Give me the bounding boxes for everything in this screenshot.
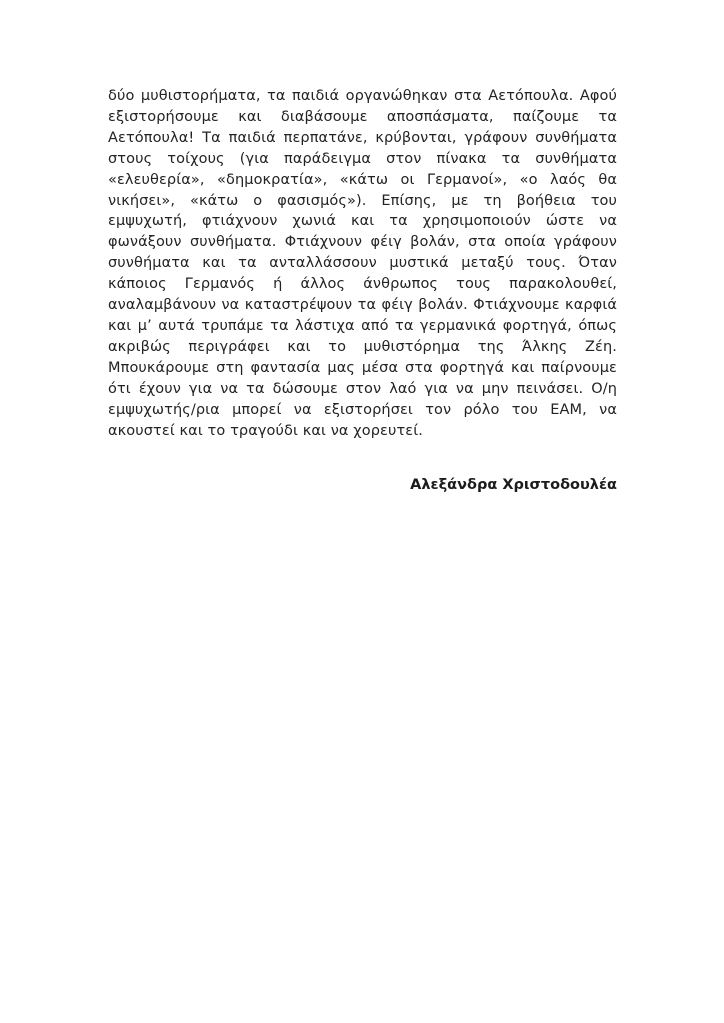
body-paragraph: δύο μυθιστορήματα, τα παιδιά οργανώθηκαν στα Αετόπουλα. Αφού εξιστορήσουμε και διαβάσουμε αποσπάσματα, παίζουμε τα Αετόπουλα! Τα παιδιά περπατάνε, κρύβονται, γράφουν συνθήματα στους τοίχους (για παράδειγμα στον πίνακα τα συνθήματα «ελευθερία», «δημοκρατία», «κάτω οι Γερμανοί», «ο λαός θα νικήσει», «κάτω ο φασισμός»). Επίσης, με τη βοήθεια του εμψυχωτή, φτιάχνουν χωνιά και τα χρησιμοποιούν ώστε να φωνάξουν συνθήματα. Φτιάχνουν φέιγ βολάν, στα οποία γράφουν συνθήματα και τα ανταλλάσσουν μυστικά μεταξύ τους. Όταν κάποιος Γερμανός ή άλλος άνθρωπος τους παρακολουθεί, αναλαμβάνουν να καταστρέψουν τα φέιγ βολάν. Φτιάχνουμε καρφιά και μ’ αυτά τρυπάμε τα λάστιχα από τα γερμανικά φορτηγά, όπως ακριβώς περιγράφει και το μυθιστόρημα της Άλκης Ζέη. Μπουκάρουμε στη φαντασία μας μέσα στα φορτηγά και παίρνουμε ότι έχουν για να τα δώσουμε στον λαό για να μην πεινάσει. Ο/η εμψυχωτής/ρια μπορεί να εξιστορήσει τον ρόλο του ΕΑΜ, να ακουστεί και το τραγούδι και να χορευτεί. [108,88,617,439]
author-signature: Αλεξάνδρα Χριστοδουλέα [410,477,617,494]
document-content [108,86,617,496]
